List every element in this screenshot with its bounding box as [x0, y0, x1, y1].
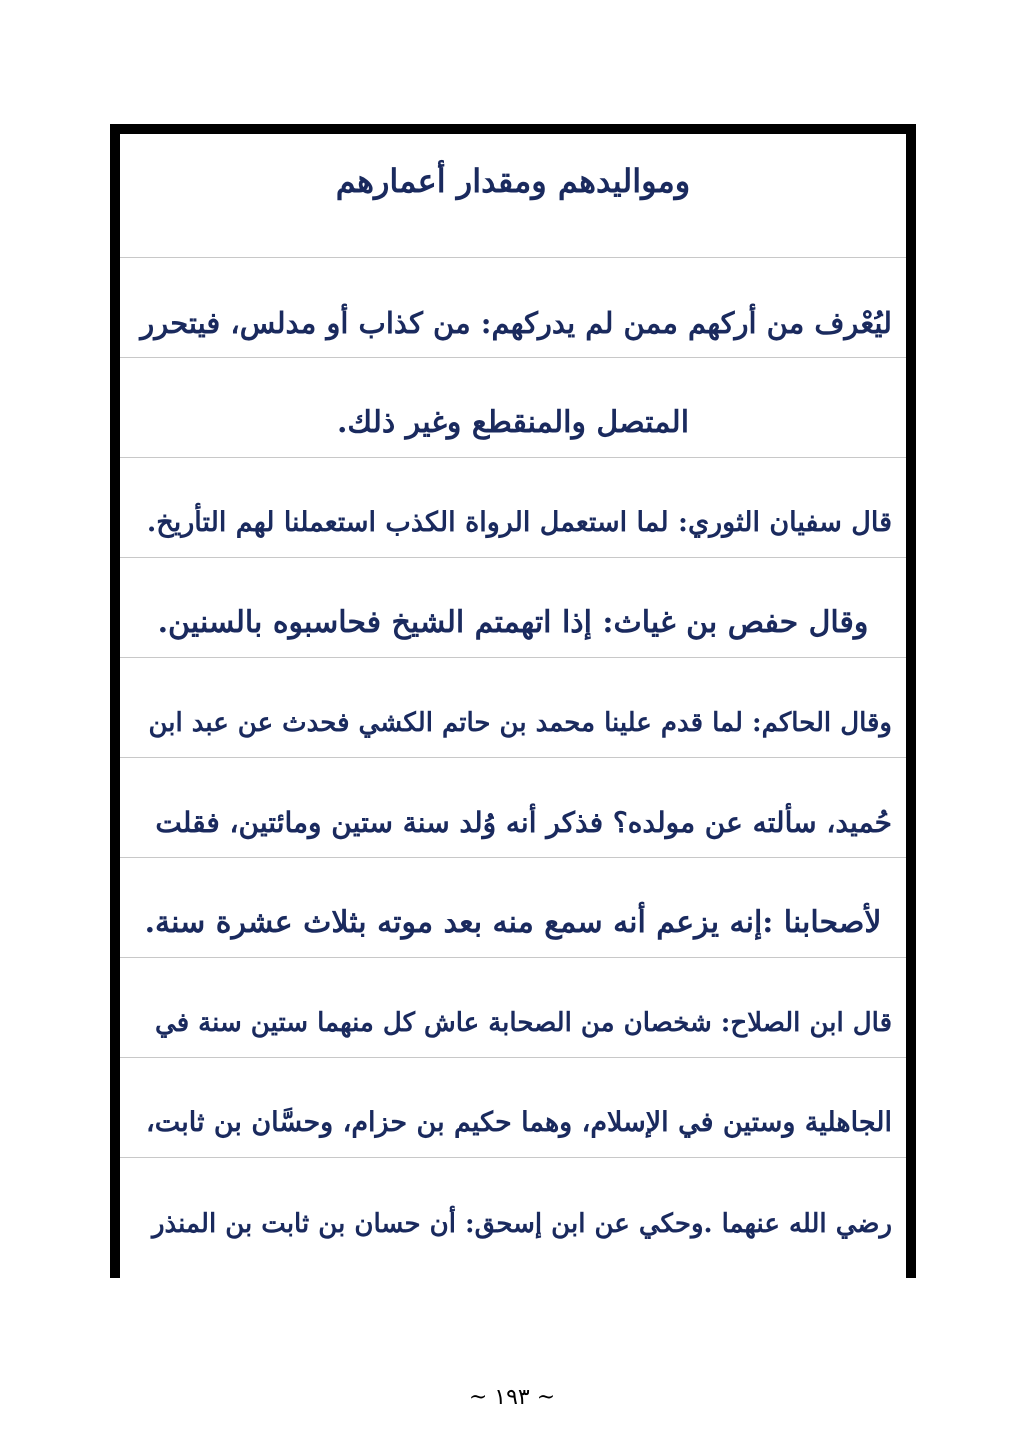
text-line-9 [120, 1058, 906, 1158]
text-line-3 [120, 458, 906, 558]
text-line-content: لأصحابنا :إنه يزعم أنه سمع منه بعد موته بثلاث عشرة سنة. [144, 905, 882, 940]
text-line-10 [120, 1158, 906, 1258]
heading-row [120, 134, 906, 258]
text-line-1 [120, 258, 906, 358]
text-line-content: قال سفيان الثوري: لما استعمل الرواة الكذب استعملنا لهم التأريخ. [146, 507, 892, 538]
text-line-content: ليُعْرف من أركهم ممن لم يدركهم: من كذاب أو مدلس، فيتحرر [140, 306, 892, 340]
text-line-content: رضي الله عنهما .وحكي عن ابن إسحق: أن حسان بن ثابت بن المنذر [151, 1209, 892, 1239]
page-heading: ومواليدهم ومقدار أعمارهم [335, 162, 691, 200]
text-line-content: الجاهلية وستين في الإسلام، وهما حكيم بن حزام، وحسَّان بن ثابت، [145, 1107, 892, 1138]
text-line-8 [120, 958, 906, 1058]
text-line-4 [120, 558, 906, 658]
text-line-2 [120, 358, 906, 458]
text-line-content: المتصل والمنقطع وغير ذلك. [336, 405, 690, 440]
text-line-5 [120, 658, 906, 758]
text-line-content: حُميد، سألته عن مولده؟ فذكر أنه وُلد سنة ستين ومائتين، فقلت [155, 806, 892, 839]
text-line-6 [120, 758, 906, 858]
text-line-7 [120, 858, 906, 958]
page-number: ~ ١٩٣ ~ [468, 1385, 556, 1410]
page-frame [110, 124, 916, 1278]
text-line-content: وقال حفص بن غياث: إذا اتهمتم الشيخ فحاسبوه بالسنين. [157, 605, 869, 640]
text-line-content: قال ابن الصلاح: شخصان من الصحابة عاش كل منهما ستين سنة في [155, 1008, 892, 1038]
text-line-content: وقال الحاكم: لما قدم علينا محمد بن حاتم الكشي فحدث عن عبد ابن [148, 708, 892, 738]
